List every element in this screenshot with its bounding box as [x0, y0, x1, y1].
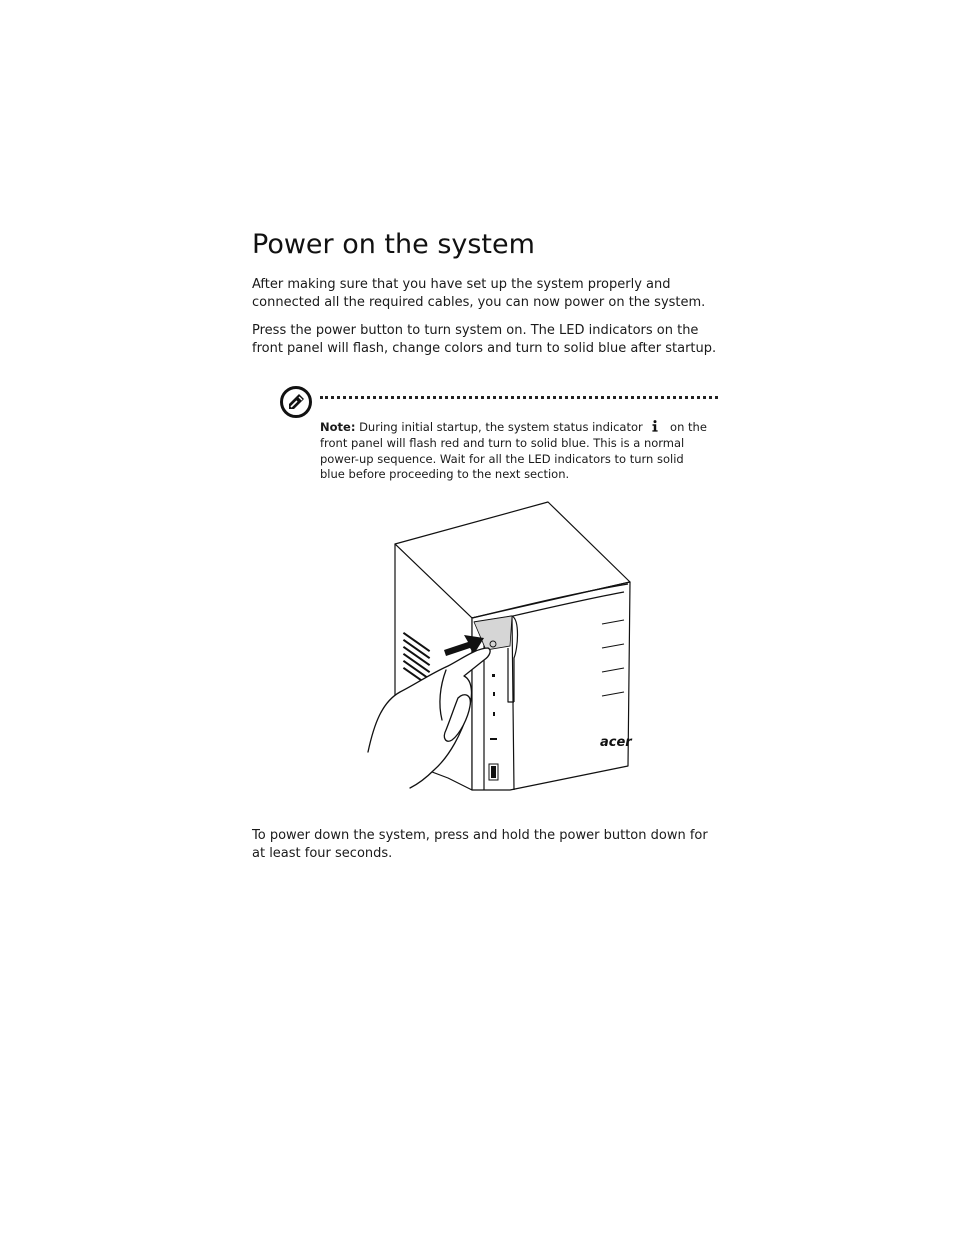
note-text-part-2: on the front panel will flash red and turn to solid blue. This is a normal power-up sequence. Wait for all the LED indicators to turn solid blue before proceeding to the next section. — [320, 420, 707, 482]
intro-paragraph: After making sure that you have set up the system properly and connected all the required cables, you can now power on the system. — [252, 277, 706, 310]
note-divider — [320, 396, 718, 399]
power-on-illustration — [360, 498, 640, 798]
page-title: Power on the system — [252, 229, 535, 260]
power-down-paragraph: To power down the system, press and hold the power button down for at least four seconds. — [252, 828, 708, 861]
power-button-paragraph: Press the power button to turn system on. The LED indicators on the front panel will flash, change colors and turn to solid blue after startup. — [252, 323, 717, 356]
note-text-part-1: During initial startup, the system status indicator — [359, 420, 643, 434]
acer-logo: acer — [600, 735, 632, 750]
info-icon — [650, 420, 660, 432]
note-icon — [279, 385, 313, 419]
note-label: Note: — [320, 420, 356, 434]
note-text — [320, 420, 710, 483]
